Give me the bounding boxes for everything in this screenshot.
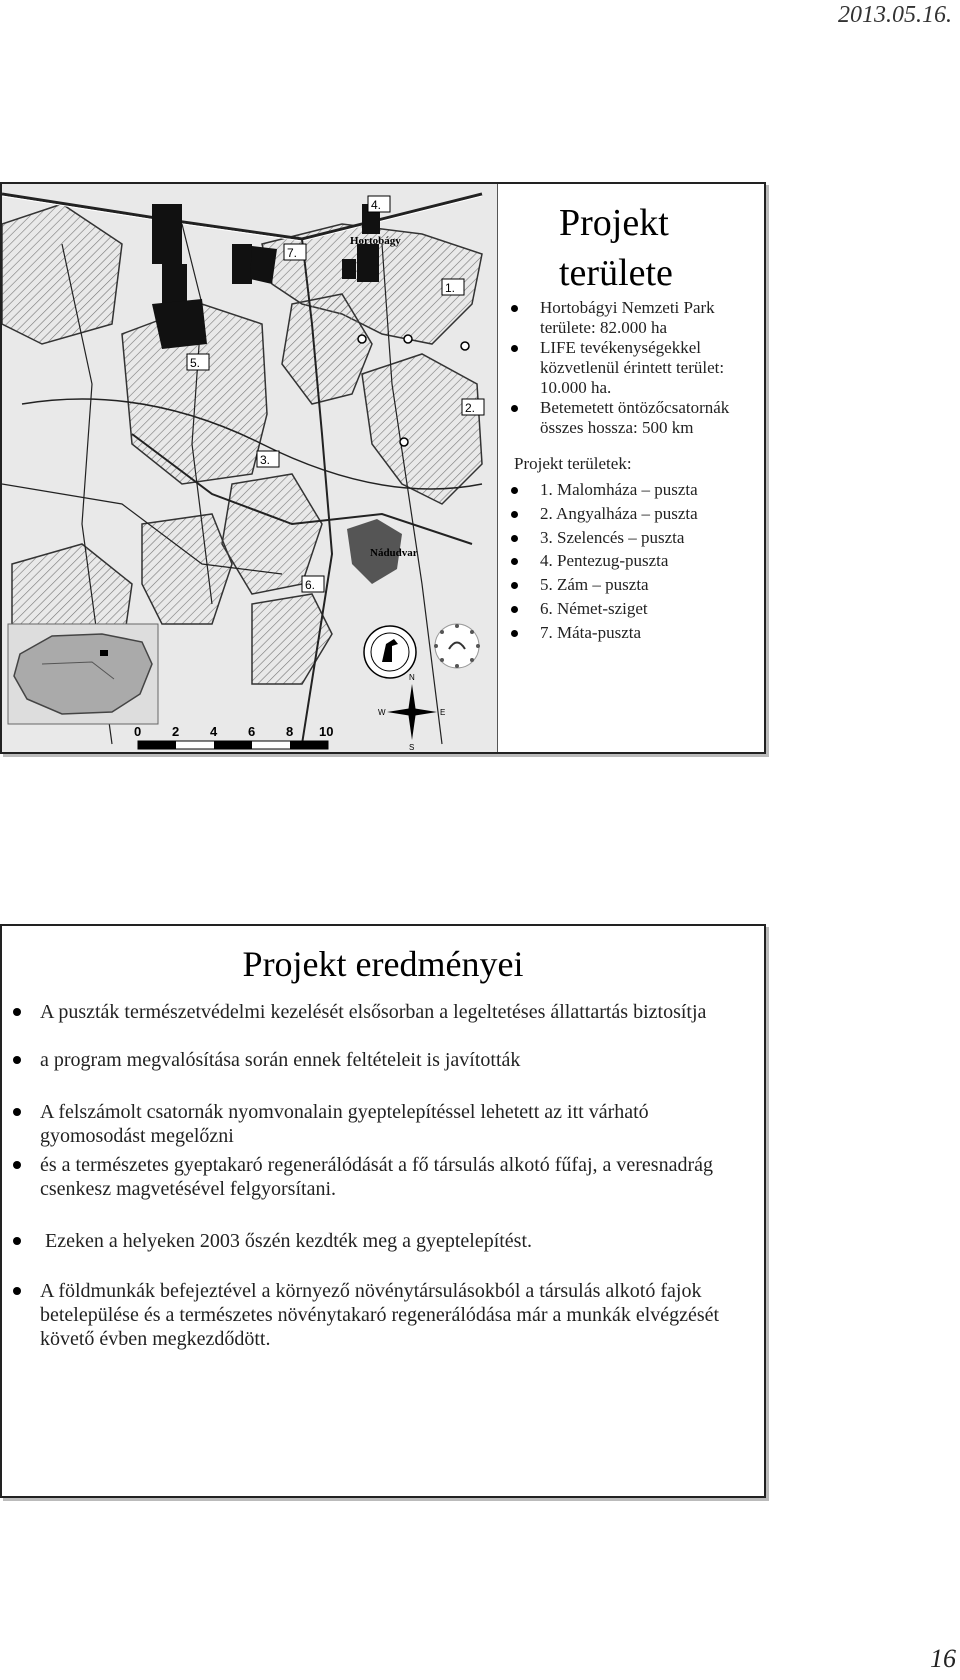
scale-tick: 2: [172, 724, 180, 739]
area-item: 4. Pentezug-puszta: [507, 549, 757, 573]
map-town-label-nadudvar: Nádudvar: [370, 547, 418, 559]
area-item: 6. Német-sziget: [507, 597, 757, 621]
fact-item: LIFE tevékenységekkel közvetlenül érintett terület: 10.000 ha.: [507, 338, 757, 398]
map-area-number: 5.: [190, 356, 201, 370]
slide1-title: [559, 198, 757, 298]
result-item: A földmunkák befejeztével a környező növénytársulásokból a társulás alkotó fajok betelepülése és a természetes növénytakaró regenerálódása már a munkák elvégzését követő évben megkezdődött.: [2, 1279, 746, 1351]
map-area-number: 6.: [305, 578, 316, 592]
slide2-title: Projekt eredményei: [242, 944, 524, 984]
scale-tick: 4: [210, 724, 218, 739]
areas-heading: Projekt területek:: [514, 454, 632, 473]
compass-letter: S: [409, 743, 415, 752]
fact-item: Betemetett öntözőcsatornák összes hossza: 500 km: [507, 398, 757, 438]
compass-letter: N: [409, 673, 415, 682]
result-item: A puszták természetvédelmi kezelését elsősorban a legeltetéses állattartás biztosítja: [2, 1000, 746, 1024]
scale-tick: 6: [248, 724, 256, 739]
scale-tick: 0: [134, 724, 142, 739]
result-item: A felszámolt csatornák nyomvonalain gyeptelepítéssel lehetett az itt várható gyomosodást megelőzni: [2, 1100, 746, 1148]
slide1-title-line1: Projekt: [559, 202, 669, 244]
result-item: a program megvalósítása során ennek feltételeit is javították: [2, 1048, 746, 1072]
map-area-number: 7.: [287, 246, 298, 260]
hnp-logo: [364, 626, 416, 678]
facts-list: [507, 298, 757, 438]
results-list: [2, 1000, 764, 1351]
slide1-title-line2: területe: [559, 252, 673, 294]
areas-list: [507, 478, 757, 645]
compass-letter: W: [378, 708, 386, 717]
area-item: 1. Malomháza – puszta: [507, 478, 757, 502]
slide-project-results: [0, 924, 766, 1498]
area-item: 3. Szelencés – puszta: [507, 526, 757, 550]
area-item: 7. Máta-puszta: [507, 621, 757, 645]
map-area-number: 4.: [371, 198, 382, 212]
header-date: 2013.05.16.: [838, 2, 952, 28]
result-item: és a természetes gyeptakaró regenerálódását a fő társulás alkotó fűfaj, a veresnadrág csenkesz magvetésével felgyorsítani.: [2, 1153, 746, 1201]
project-area-text: [507, 184, 757, 752]
result-item: Ezeken a helyeken 2003 őszén kezdték meg a gyeptelepítést.: [2, 1229, 746, 1253]
area-item: 2. Angyalháza – puszta: [507, 502, 757, 526]
project-area-map: [2, 184, 498, 752]
map-area-number: 3.: [260, 453, 271, 467]
page-number: 16: [930, 1644, 956, 1673]
compass-letter: E: [440, 708, 446, 717]
map-area-number: 1.: [445, 281, 456, 295]
slide-project-area: [0, 182, 766, 754]
scale-tick: 10: [319, 724, 334, 739]
hungary-inset-map: [8, 624, 158, 724]
life-eu-logo: [434, 624, 480, 668]
map-area-number: 2.: [465, 401, 476, 415]
map-town-label-hortobagy: Hortobágy: [350, 235, 401, 247]
fact-item: Hortobágyi Nemzeti Park területe: 82.000 ha: [507, 298, 757, 338]
area-item: 5. Zám – puszta: [507, 573, 757, 597]
scale-tick: 8: [286, 724, 294, 739]
